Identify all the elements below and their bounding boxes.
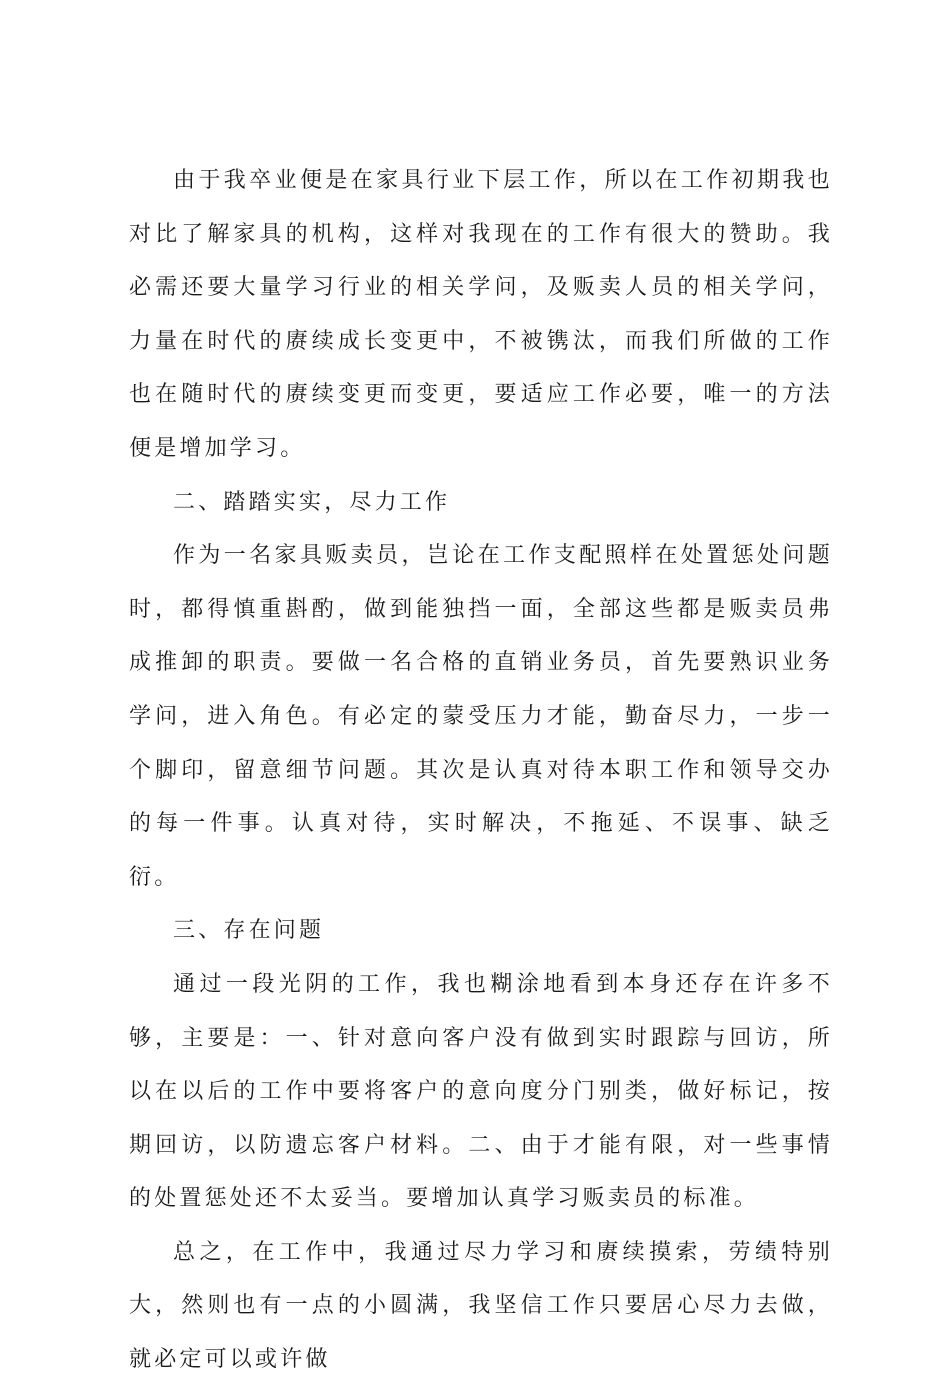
section-heading-2: 二、踏踏实实，尽力工作	[173, 489, 451, 515]
paragraph-2: 作为一名家具贩卖员，岂论在工作支配照样在处置惩处问题时，都得慎重斟酌，做到能独挡一面，全部这些都是贩卖员弗成推卸的职责。要做一名合格的直销业务员，首先要熟识业务学问，进入角色。有必定的蒙受压力才能，勤奋尽力，一步一个脚印，留意细节问题。其次是认真对待本职工作和领导交办的每一件事。认真对待，实时解决，不拖延、不误事、缺乏衍。	[129, 543, 833, 890]
paragraph-1: 由于我卒业便是在家具行业下层工作，所以在工作初期我也对比了解家具的机构，这样对我现在的工作有很大的赞助。我必需还要大量学习行业的相关学问，及贩卖人员的相关学问，力量在时代的赓续成长变更中，不被镌汰，而我们所做的工作也在随时代的赓续变更而变更，要适应工作必要，唯一的方法便是增加学习。	[129, 168, 833, 461]
document-body	[129, 154, 833, 1387]
section-heading-3: 三、存在问题	[173, 918, 325, 944]
paragraph-3: 通过一段光阴的工作，我也糊涂地看到本身还存在许多不够，主要是：一、针对意向客户没有做到实时跟踪与回访，所以在以后的工作中要将客户的意向度分门别类，做好标记，按期回访，以防遗忘客户材料。二、由于才能有限，对一些事情的处置惩处还不太妥当。要增加认真学习贩卖员的标准。	[129, 971, 833, 1212]
paragraph-4: 总之，在工作中，我通过尽力学习和赓续摸索，劳绩特别大，然则也有一点的小圆满，我坚信工作只要居心尽力去做，就必定可以或许做	[129, 1239, 833, 1373]
